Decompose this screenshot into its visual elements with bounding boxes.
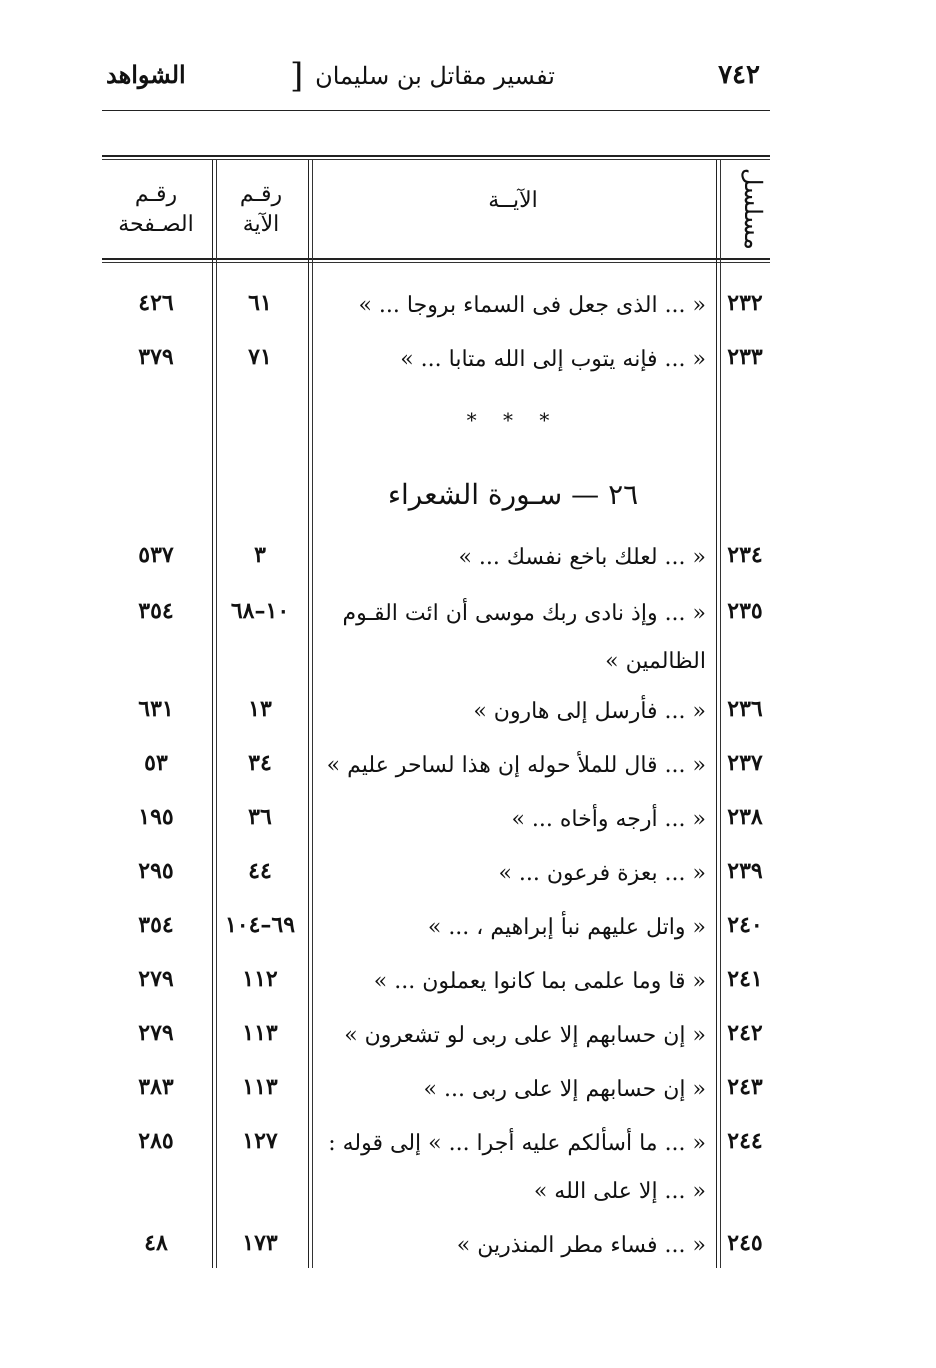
ayah-cell: ٧١ [248, 344, 272, 370]
ayah-cell: ٤٤ [248, 858, 272, 884]
page-cell: ٢٨٥ [138, 1128, 174, 1154]
ayah-cell: ٦٩–١٠٤ [224, 912, 296, 938]
table-header-rule-inner [102, 262, 770, 263]
column-divider [308, 160, 309, 1268]
serial-cell: ٢٤١ [727, 966, 763, 992]
column-divider [716, 160, 717, 1268]
section-separator: * * * [466, 408, 560, 432]
serial-cell: ٢٣٧ [727, 750, 763, 776]
page-cell: ٥٣٧ [138, 542, 174, 568]
page-cell: ٣٥٤ [138, 912, 174, 938]
header-rule [102, 110, 770, 111]
ayah-cell: ٦١ [248, 290, 272, 316]
text-cell: « ... بعزة فرعون ... » [498, 861, 706, 886]
running-header [100, 56, 770, 104]
serial-cell: ٢٣٥ [727, 598, 763, 624]
text-cell: « قا وما علمى بما كانوا يعملون ... » [373, 969, 706, 994]
text-cell: « ... الذى جعل فى السماء بروجا ... » [358, 293, 706, 318]
ayah-cell: ١٧٣ [242, 1230, 278, 1256]
text-cell: « إن حسابهم إلا على ربى ... » [423, 1077, 706, 1102]
page-number: ٧٤٢ [718, 60, 760, 90]
column-header-serial: مسلسل [739, 168, 767, 250]
column-header-page-line2: الصـفحة [118, 212, 194, 237]
page-cell: ٣٨٣ [138, 1074, 174, 1100]
serial-cell: ٢٤٣ [727, 1074, 763, 1100]
text-cell: « ... قال للملأ حوله إن هذا لساحر عليم » [326, 753, 706, 778]
page-cell: ٢٧٩ [138, 1020, 174, 1046]
page-cell: ٢٩٥ [138, 858, 174, 884]
column-header-ayah-line2: الآية [242, 212, 280, 237]
table-top-rule-inner [102, 159, 770, 160]
page-cell: ٢٧٩ [138, 966, 174, 992]
page-cell: ١٩٥ [138, 804, 174, 830]
ayah-cell: ٣٦ [248, 804, 272, 830]
page-cell: ٤٨ [144, 1230, 168, 1256]
table-top-rule [102, 155, 770, 157]
text-cell: « ... فأرسل إلى هارون » [473, 699, 706, 724]
column-header-page-line1: رقـم [134, 182, 178, 207]
column-header-text: الآيــة [488, 188, 538, 213]
serial-cell: ٢٣٦ [727, 696, 763, 722]
serial-cell: ٢٣٩ [727, 858, 763, 884]
page-cell: ٦٣١ [138, 696, 174, 722]
text-cell: « ... لعلك باخع نفسك ... » [458, 545, 706, 570]
serial-cell: ٢٣٣ [727, 344, 763, 370]
section-title: الشواهد [106, 60, 186, 89]
serial-cell: ٢٤٠ [727, 912, 763, 938]
page-cell: ٤٢٦ [138, 290, 174, 316]
text-cell: « ... وإذ نادى ربك موسى أن ائت القـوم الظالمين » [342, 601, 706, 674]
ayah-cell: ١١٣ [242, 1074, 278, 1100]
section-bracket: [ [290, 56, 304, 96]
text-cell: « ... فساء مطر المنذرين » [456, 1233, 706, 1258]
serial-cell: ٢٤٥ [727, 1230, 763, 1256]
column-divider [212, 160, 213, 1268]
book-title: تفسير مقاتل بن سليمان [315, 62, 555, 90]
page-cell: ٣٧٩ [138, 344, 174, 370]
column-header-ayah-line1: رقـم [239, 182, 283, 207]
text-cell: « إن حسابهم إلا على ربى لو تشعرون » [344, 1023, 706, 1048]
text-cell: « ... فإنه يتوب إلى الله متابا ... » [400, 347, 706, 372]
serial-cell: ٢٣٨ [727, 804, 763, 830]
serial-cell: ٢٣٢ [727, 290, 763, 316]
serial-cell: ٢٤٢ [727, 1020, 763, 1046]
ayah-cell: ٣ [254, 542, 266, 568]
table-header-rule [102, 258, 770, 260]
surah-heading: ٢٦ — سـورة الشعراء [387, 478, 639, 511]
page-cell: ٣٥٤ [138, 598, 174, 624]
text-cell: « واتل عليهم نبأ إبراهيم ، ... » [427, 915, 706, 940]
ayah-cell: ١١٢ [242, 966, 278, 992]
ayah-cell: ٣٤ [248, 750, 272, 776]
serial-cell: ٢٣٤ [727, 542, 763, 568]
ayah-cell: ١٣ [248, 696, 272, 722]
ayah-cell: ١٢٧ [242, 1128, 278, 1154]
ayah-cell: ١١٣ [242, 1020, 278, 1046]
text-cell: « ... أرجه وأخاه ... » [511, 807, 706, 832]
ayah-cell: ١٠–٦٨ [230, 598, 290, 624]
page-cell: ٥٣ [144, 750, 168, 776]
column-header-page [102, 180, 210, 240]
serial-cell: ٢٤٤ [727, 1128, 763, 1154]
text-cell: « ... ما أسألكم عليه أجرا ... » إلى قوله : « ... إلا على الله » [328, 1131, 706, 1204]
column-header-ayah [216, 180, 306, 240]
